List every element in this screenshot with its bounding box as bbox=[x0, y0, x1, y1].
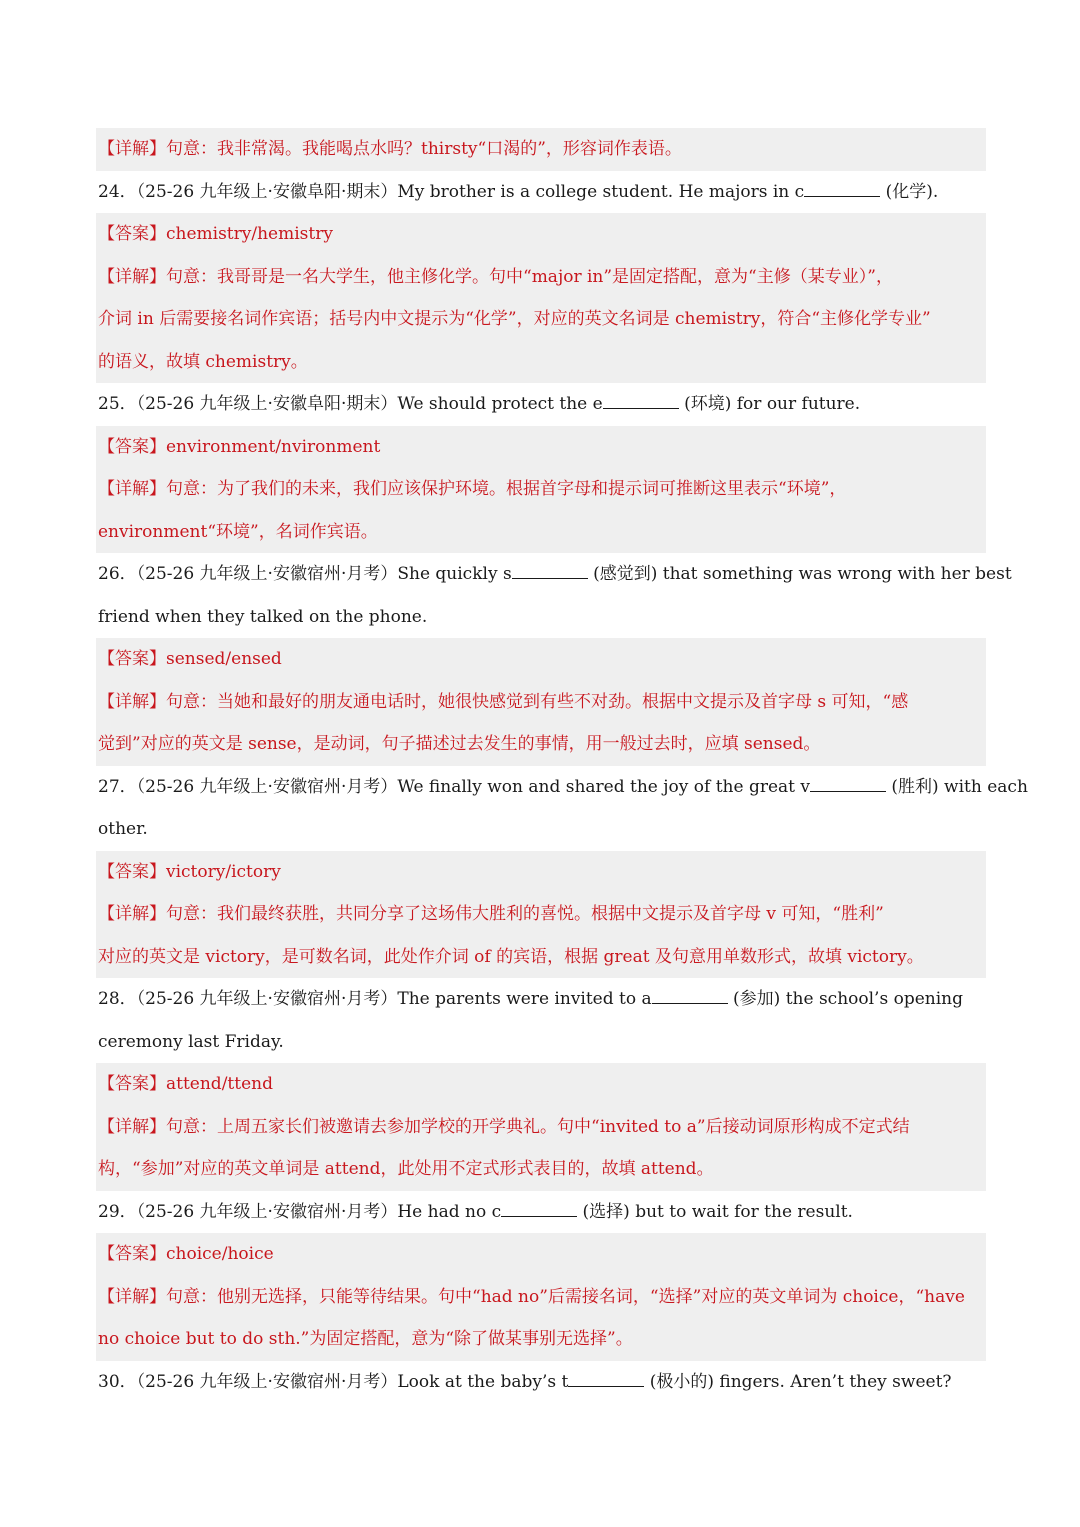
answer-blank bbox=[804, 195, 880, 197]
answer-label: 【答案】 bbox=[98, 436, 166, 457]
explanation-line bbox=[96, 1318, 986, 1361]
explanation-text: environment“环境”，名词作宾语。 bbox=[98, 521, 378, 542]
answer-text: attend/ttend bbox=[166, 1074, 273, 1094]
explanation-line bbox=[96, 681, 986, 724]
explanation-label: 【详解】 bbox=[98, 691, 166, 712]
explanation-text: 句意：我非常渴。我能喝点水吗？thirsty“口渴的”，形容词作表语。 bbox=[166, 139, 682, 159]
question-text: Look at the baby’s t bbox=[397, 1371, 569, 1392]
answer-text: environment/nvironment bbox=[166, 436, 381, 457]
answer-label: 【答案】 bbox=[98, 1074, 166, 1094]
answer-blank bbox=[603, 407, 679, 409]
question-source: （25-26 九年级上·安徽宿州·月考） bbox=[136, 1371, 398, 1392]
explanation-line bbox=[96, 298, 986, 341]
explanation-line bbox=[96, 893, 986, 936]
answer-line bbox=[96, 426, 986, 469]
question-number: 27． bbox=[98, 776, 137, 797]
answer-label: 【答案】 bbox=[98, 224, 166, 244]
explanation-text: 觉到”对应的英文是 sense，是动词，句子描述过去发生的事情，用一般过去时，应填 sensed。 bbox=[98, 734, 821, 754]
question-source: （25-26 九年级上·安徽宿州·月考） bbox=[136, 1201, 398, 1222]
question-source: （25-26 九年级上·安徽宿州·月考） bbox=[136, 564, 398, 584]
explanation-line bbox=[96, 1106, 986, 1149]
question-text: The parents were invited to a bbox=[397, 989, 652, 1009]
explanation-label: 【详解】 bbox=[98, 139, 166, 159]
explanation-line bbox=[96, 256, 986, 299]
question-text: (环境) for our future. bbox=[678, 394, 861, 414]
question-text: (化学). bbox=[880, 181, 939, 202]
question-number: 30． bbox=[98, 1371, 137, 1392]
explanation-line bbox=[96, 936, 986, 979]
document-body bbox=[96, 128, 1028, 1403]
explanation-text: 句意：他别无选择，只能等待结果。句中“had no”后需接名词，“选择”对应的英文单词为 choice，“have bbox=[166, 1286, 965, 1307]
answer-blank bbox=[512, 577, 588, 579]
question-text: ceremony last Friday. bbox=[98, 1031, 284, 1052]
question-number: 24． bbox=[98, 181, 137, 202]
answer-label: 【答案】 bbox=[98, 649, 166, 669]
question-line bbox=[96, 171, 986, 214]
question-source: （25-26 九年级上·安徽阜阳·期末） bbox=[136, 181, 398, 202]
answer-blank bbox=[652, 1002, 728, 1004]
question-text: (选择) but to wait for the result. bbox=[577, 1201, 853, 1222]
explanation-label: 【详解】 bbox=[98, 1116, 166, 1137]
explanation-label: 【详解】 bbox=[98, 1286, 166, 1307]
question-text: My brother is a college student. He majors in c bbox=[397, 181, 805, 202]
question-line bbox=[96, 553, 1012, 596]
explanation-line bbox=[96, 1148, 986, 1191]
explanation-text: 句意：当她和最好的朋友通电话时，她很快感觉到有些不对劲。根据中文提示及首字母 s 可知，“感 bbox=[166, 691, 909, 712]
question-line bbox=[96, 383, 986, 426]
answer-text: choice/hoice bbox=[166, 1244, 274, 1264]
question-text: friend when they talked on the phone. bbox=[98, 606, 428, 627]
question-text: (胜利) with each bbox=[885, 776, 1028, 797]
question-line bbox=[96, 978, 986, 1021]
explanation-text: 对应的英文是 victory，是可数名词，此处作介词 of 的宾语，根据 great 及句意用单数形式，故填 victory。 bbox=[98, 946, 924, 967]
explanation-label: 【详解】 bbox=[98, 266, 166, 287]
answer-blank bbox=[568, 1385, 644, 1387]
question-number: 29． bbox=[98, 1201, 137, 1222]
explanation-text: 句意：我哥哥是一名大学生，他主修化学。句中“major in”是固定搭配，意为“主修（某专业）”， bbox=[166, 266, 893, 287]
explanation-line bbox=[96, 723, 986, 766]
question-source: （25-26 九年级上·安徽阜阳·期末） bbox=[136, 394, 398, 414]
question-text: She quickly s bbox=[397, 564, 512, 584]
question-number: 26． bbox=[98, 564, 137, 584]
explanation-text: 构，“参加”对应的英文单词是 attend，此处用不定式形式表目的，故填 attend。 bbox=[98, 1159, 714, 1179]
answer-text: sensed/ensed bbox=[166, 649, 282, 669]
question-text: He had no c bbox=[397, 1201, 502, 1222]
question-text: (参加) the school’s opening bbox=[727, 989, 963, 1009]
question-text: (感觉到) that something was wrong with her best bbox=[587, 564, 1012, 584]
question-number: 25． bbox=[98, 394, 137, 414]
question-number: 28． bbox=[98, 989, 137, 1009]
question-text: (极小的) fingers. Aren’t they sweet? bbox=[644, 1371, 952, 1392]
explanation-label: 【详解】 bbox=[98, 904, 166, 924]
answer-text: victory/ictory bbox=[166, 861, 281, 882]
answer-line bbox=[96, 1233, 986, 1276]
question-line bbox=[96, 1021, 986, 1064]
explanation-label: 【详解】 bbox=[98, 479, 166, 499]
answer-blank bbox=[810, 790, 886, 792]
explanation-text: 句意：我们最终获胜，共同分享了这场伟大胜利的喜悦。根据中文提示及首字母 v 可知，“胜利” bbox=[166, 904, 884, 924]
answer-text: chemistry/hemistry bbox=[166, 224, 333, 244]
explanation-text: no choice but to do sth.”为固定搭配，意为“除了做某事别无选择”。 bbox=[98, 1329, 633, 1349]
explanation-text: 介词 in 后需要接名词作宾语；括号内中文提示为“化学”，对应的英文名词是 chemistry，符合“主修化学专业” bbox=[98, 309, 931, 329]
question-text: other. bbox=[98, 819, 148, 839]
question-text: We finally won and shared the joy of the great v bbox=[397, 776, 810, 797]
answer-line bbox=[96, 213, 986, 256]
question-line bbox=[96, 1361, 986, 1404]
answer-line bbox=[96, 1063, 986, 1106]
explanation-line bbox=[96, 511, 986, 554]
explanation-line bbox=[96, 468, 986, 511]
question-source: （25-26 九年级上·安徽宿州·月考） bbox=[136, 776, 398, 797]
explanation-text: 句意：上周五家长们被邀请去参加学校的开学典礼。句中“invited to a”后接动词原形构成不定式结 bbox=[166, 1116, 910, 1137]
question-line bbox=[96, 808, 986, 851]
answer-blank bbox=[501, 1215, 577, 1217]
answer-label: 【答案】 bbox=[98, 861, 166, 882]
explanation-line bbox=[96, 128, 986, 171]
explanation-text: 句意：为了我们的未来，我们应该保护环境。根据首字母和提示词可推断这里表示“环境”， bbox=[166, 479, 847, 499]
answer-label: 【答案】 bbox=[98, 1244, 166, 1264]
answer-line bbox=[96, 851, 986, 894]
question-source: （25-26 九年级上·安徽宿州·月考） bbox=[136, 989, 398, 1009]
explanation-line bbox=[96, 341, 986, 384]
question-line bbox=[96, 596, 986, 639]
answer-line bbox=[96, 638, 986, 681]
question-line bbox=[96, 1191, 986, 1234]
explanation-line bbox=[96, 1276, 986, 1319]
explanation-text: 的语义，故填 chemistry。 bbox=[98, 351, 308, 372]
question-text: We should protect the e bbox=[397, 394, 603, 414]
question-line bbox=[96, 766, 1028, 809]
